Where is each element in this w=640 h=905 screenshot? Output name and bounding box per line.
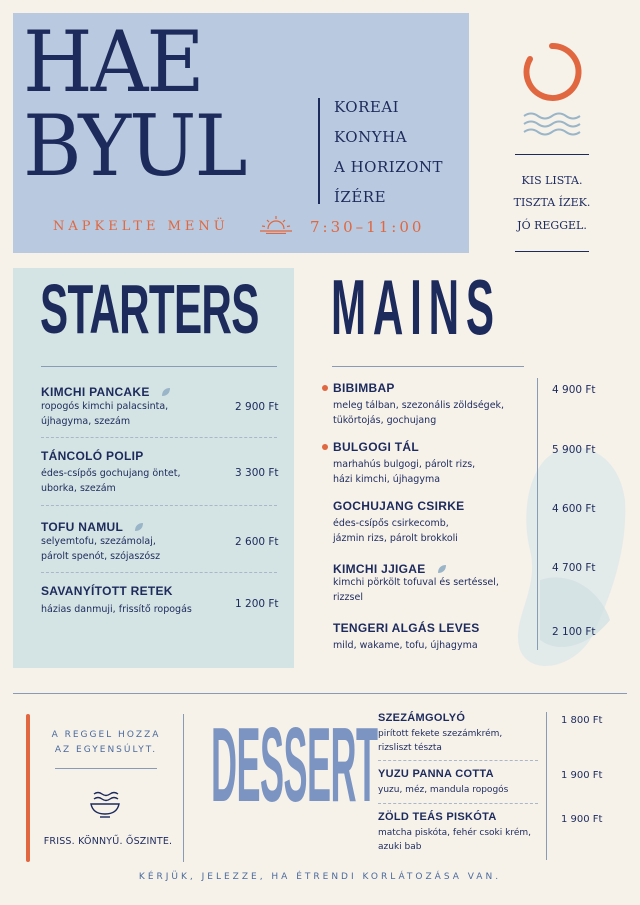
item-name: SAVANYÍTOTT RETEK [41, 584, 173, 598]
starters-title: STARTERS [40, 271, 259, 349]
item-desc: édes-csípős csirkecomb, [333, 518, 449, 529]
leaf-icon [437, 564, 447, 574]
accent-stroke [26, 714, 30, 862]
item-price: 2 100 Ft [552, 626, 596, 638]
brand-name-line-1: HAE [23, 13, 203, 111]
item-separator [41, 505, 277, 506]
item-desc: meleg tálban, szezonális zöldségek, [333, 400, 505, 411]
badge-line-3: JÓ REGGEL. [517, 219, 587, 232]
item-name: TÁNCOLÓ POLIP [41, 449, 144, 463]
watercolor-wash [500, 430, 628, 680]
motto: FRISS. KÖNNYŰ. ŐSZINTE. [43, 836, 173, 847]
badge-divider-top [515, 154, 589, 155]
item-desc: rizzsel [333, 592, 363, 603]
leaf-icon [134, 522, 144, 532]
leaf-icon [161, 387, 171, 397]
item-desc: uborka, szezám [41, 483, 116, 494]
item-separator [41, 572, 277, 573]
item-desc: azuki bab [378, 842, 422, 852]
sunrise-icon [258, 214, 294, 234]
item-desc: rizsliszt tészta [378, 743, 442, 753]
item-price: 2 600 Ft [235, 536, 279, 548]
item-desc: matcha piskóta, fehér csoki krém, [378, 828, 532, 838]
bowl-icon [88, 790, 122, 818]
item-desc: jázmin rizs, párolt brokkoli [333, 533, 458, 544]
item-name: BULGOGI TÁL [333, 440, 419, 454]
tagline-2: KONYHA [334, 128, 408, 146]
dot-icon [322, 444, 328, 450]
item-name: KIMCHI PANCAKE [41, 385, 150, 399]
footer-note: KÉRJÜK, JELEZZE, HA ÉTRENDI KORLÁTOZÁSA VAN. [138, 872, 502, 882]
waves-icon [522, 110, 582, 136]
mains-divider [332, 366, 524, 367]
item-price: 5 900 Ft [552, 444, 596, 456]
item-name: BIBIMBAP [333, 381, 395, 395]
item-separator [41, 437, 277, 438]
bottom-tagline-divider [55, 768, 157, 769]
item-desc: párolt spenót, szójaszósz [41, 551, 161, 562]
item-name: GOCHUJANG CSIRKE [333, 499, 465, 513]
tagline-3: A HORIZONT [334, 158, 444, 176]
item-desc: újhagyma, szezám [41, 416, 131, 427]
item-desc: tükörtojás, gochujang [333, 415, 437, 426]
badge-divider-bottom [515, 251, 589, 252]
item-desc: selyemtofu, szezámolaj, [41, 536, 156, 547]
mains-price-divider [537, 378, 538, 650]
item-desc: pirított fekete szezámkrém, [378, 729, 503, 739]
item-desc: ropogós kimchi palacsinta, [41, 401, 169, 412]
item-price: 1 900 Ft [561, 770, 603, 781]
brand-name-line-2: BYUL [23, 97, 246, 195]
bottom-tagline-1: A REGGEL HOZZA [51, 730, 161, 740]
item-separator [378, 803, 538, 804]
item-name: KIMCHI JJIGAE [333, 562, 426, 576]
item-price: 3 300 Ft [235, 467, 279, 479]
item-desc: házi kimchi, újhagyma [333, 474, 441, 485]
item-price: 4 900 Ft [552, 384, 596, 396]
item-desc: házias danmuji, frissítő ropogás [41, 604, 192, 615]
dessert-title: DESSERT [211, 705, 378, 825]
item-desc: marhahús bulgogi, párolt rizs, [333, 459, 476, 470]
item-name: TENGERI ALGÁS LEVES [333, 621, 480, 635]
section-divider [13, 693, 627, 694]
item-price: 1 200 Ft [235, 598, 279, 610]
dot-icon [322, 385, 328, 391]
item-name: TOFU NAMUL [41, 520, 124, 534]
item-price: 2 900 Ft [235, 401, 279, 413]
mains-title: MAINS [331, 265, 501, 352]
item-desc: yuzu, méz, mandula ropogós [378, 785, 509, 795]
item-name: SZEZÁMGOLYÓ [378, 712, 466, 724]
item-name: ZÖLD TEÁS PISKÓTA [378, 811, 497, 823]
bottom-tagline-2: AZ EGYENSÚLYT. [54, 745, 158, 755]
badge-line-1: KIS LISTA. [521, 174, 583, 187]
starter-item [41, 516, 144, 535]
item-desc: kimchi pörkölt tofuval és sertéssel, [333, 577, 499, 588]
starter-item [41, 381, 171, 400]
starters-divider [41, 366, 277, 367]
sun-circle-icon [520, 40, 584, 104]
menu-name: NAPKELTE MENÜ [53, 219, 229, 234]
tagline-1: KOREAI [334, 98, 400, 116]
menu-hours: 7:30–11:00 [310, 218, 425, 236]
item-name: YUZU PANNA COTTA [378, 768, 494, 780]
item-price: 1 900 Ft [561, 814, 603, 825]
item-price: 1 800 Ft [561, 715, 603, 726]
dessert-price-divider [546, 712, 547, 860]
badge-line-2: TISZTA ÍZEK. [513, 196, 591, 209]
item-price: 4 700 Ft [552, 562, 596, 574]
item-desc: édes-csípős gochujang öntet, [41, 468, 181, 479]
item-separator [378, 760, 538, 761]
brand-divider [318, 98, 320, 204]
tagline-4: ÍZÉRE [334, 188, 387, 206]
bottom-column-divider [183, 714, 184, 862]
item-desc: mild, wakame, tofu, újhagyma [333, 640, 478, 651]
item-price: 4 600 Ft [552, 503, 596, 515]
